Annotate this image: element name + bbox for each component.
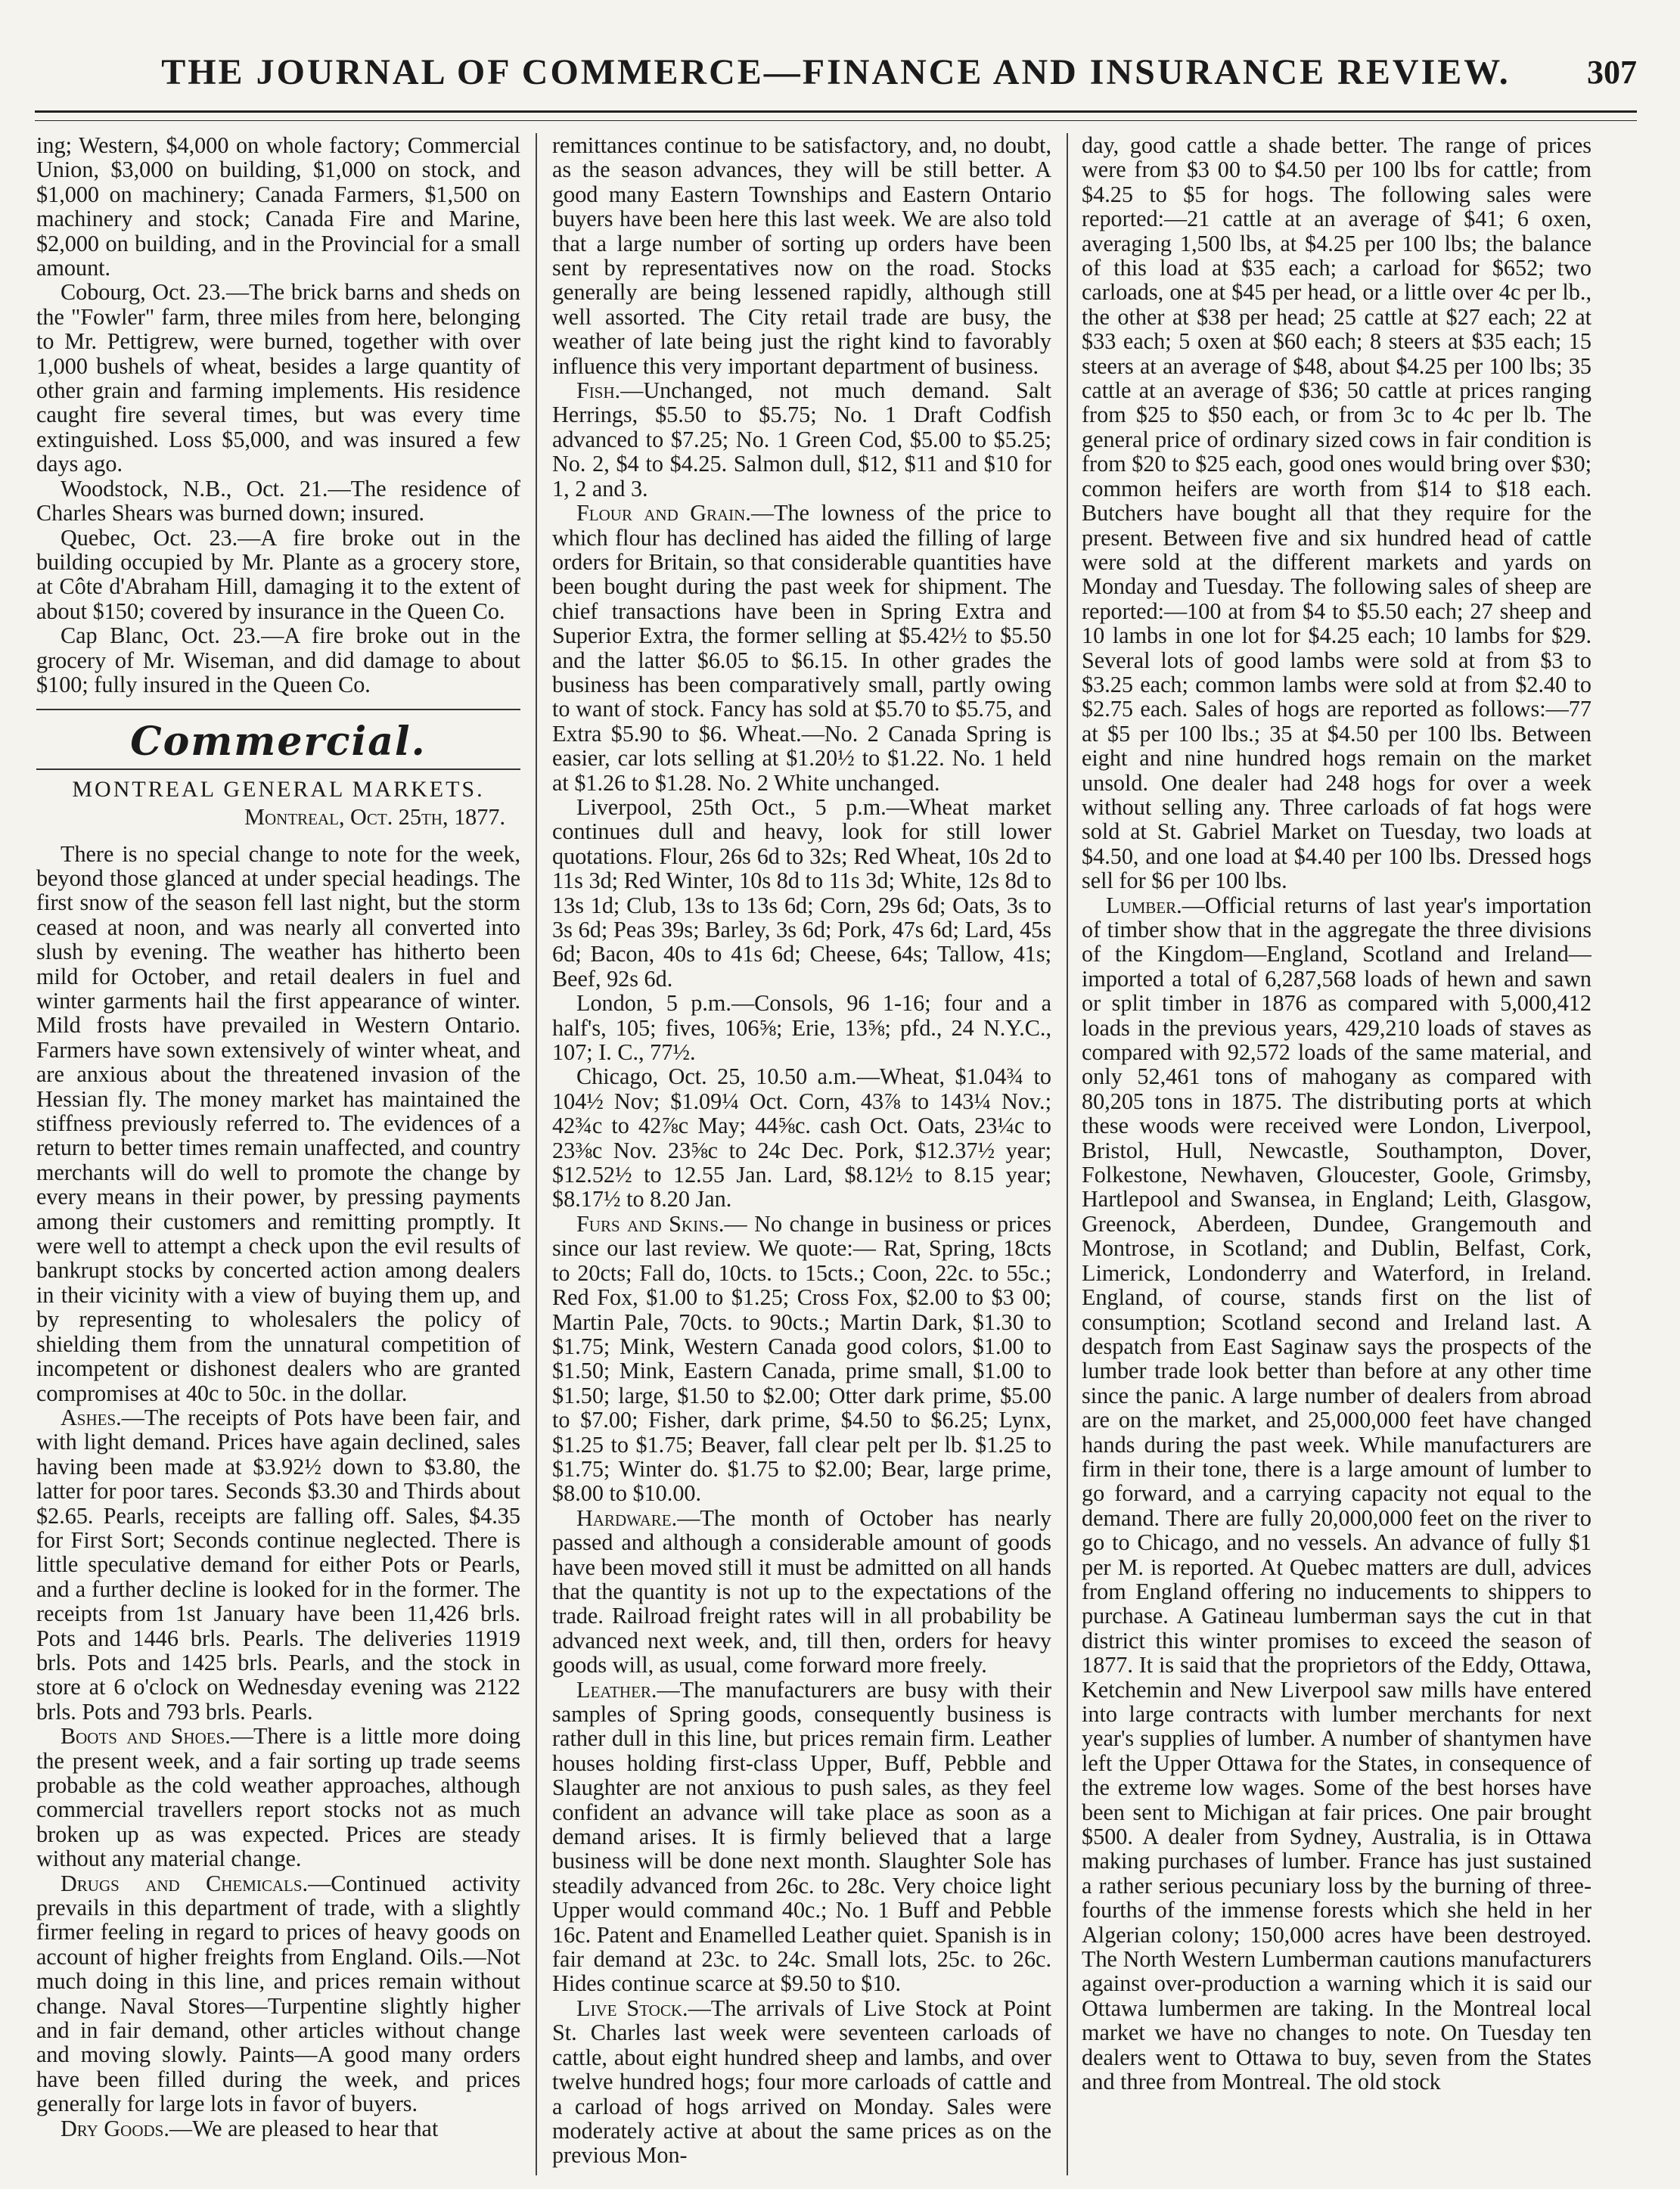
entry-label: Flour and Grain. xyxy=(576,500,751,526)
market-entry-lumber xyxy=(1082,893,1591,2094)
paragraph: London, 5 p.m.—Consols, 96 1-16; four and a half's, 105; fives, 106⅝; Erie, 13⅝; pfd., 24 N.Y.C., 107; I. C., 77½. xyxy=(552,990,1051,1066)
dateline: Montreal, Oct. 25th, 1877. xyxy=(244,804,505,831)
market-entry-hardware xyxy=(552,1506,1051,1678)
column-divider xyxy=(1067,133,1068,2175)
column-divider xyxy=(536,133,537,2175)
market-entry-live-stock xyxy=(552,1996,1051,2168)
entry-text: —The manufacturers are busy with their samples of Spring goods, consequently business is rather dull in this line, but prices remain firm. Leather houses holding first-class Upper, Buff, Pebble and Slaughter are not anxious to push sales, as they feel confident an advance will take place as soon as a demand arises. It is firmly believed that a large business will be done next month. Slaughter Sole has steadily advanced from 26c. to 28c. Very choice light Upper would command 40c.; No. 1 Buff and Pebble 16c. Patent and Enamelled Leather quiet. Spanish is in fair demand at 23c. to 24c. Small lots, 25c. to 26c. Hides continue scarce at $9.50 to $10. xyxy=(552,1676,1051,1997)
entry-text: —Unchanged, not much demand. Salt Herrings, $5.50 to $5.75; No. 1 Draft Codfish advanced to $7.25; No. 1 Green Cod, $5.00 to $5.25; No. 2, $4 to $4.25. Salmon dull, $12, $11 and $10 for 1, 2 and 3. xyxy=(552,377,1051,501)
page-number: 307 xyxy=(1587,54,1637,91)
entry-label: Ashes. xyxy=(61,1404,122,1430)
market-entry-leather xyxy=(552,1678,1051,1996)
entry-text: —Official returns of last year's importation of timber show that in the aggregate the three divisions of the Kingdom—England, Scotland and Ireland—imported a total of 6,287,568 loads of hewn and sawn or split timber in 1876 as compared with 5,000,412 loads in the previous years, 429,210 loads of staves as compared with 92,572 loads of the same material, and only 52,461 tons of mahogany as compared with 80,205 tons in 1875. The distributing ports at which these woods were received were London, Liverpool, Bristol, Hull, Newcastle, Southampton, Dover, Folkestone, Newhaven, Gloucester, Goole, Grimsby, Hartlepool and Swansea, in England; Leith, Glasgow, Greenock, Aberdeen, Dundee, Grangemouth and Montrose, in Scotland; and Dublin, Belfast, Cork, Limerick, Londonderry and Waterford, in Ireland. England, of course, stands first on the list of consumption; Scotland second and Ireland last. A despatch from East Saginaw says the prospects of the lumber trade look better than before at any other time since the panic. A large number of dealers from abroad are on the market, and 25,000,000 feet have changed hands during the past week. While manufacturers are firm in their tone, there is a large amount of lumber to go forward, and a carrying capacity not equal to the demand. There are fully 20,000,000 feet on the river to go to Chicago, and no vessels. An advance of fully $1 per M. is reported. At Quebec matters are dull, advices from England offering no inducements to shippers to purchase. A Gatineau lumberman says the cut in that district this winter promises to exceed the season of 1877. It is said that the proprietors of the Eddy, Ottawa, Ketchemin and New Liverpool saw mills have entered into large contracts with lumber merchants for next year's supplies of lumber. A number of shantymen have left the Upper Ottawa for the States, in consequence of the extreme low wages. Some of the best horses have been sent to Michigan at fair prices. One pair brought $500. A dealer from Sydney, Australia, is in Ottawa making purchases of lumber. France has just sustained a rather serious pecuniary loss by the burning of three-fourths of the immense forests which she held in her Algerian colony; 150,000 acres have been destroyed. The North Western Lumberman cautions manufacturers against over-production a warning which it is said our Ottawa lumbermen are taking. In the Montreal local market we have no changes to note. On Tuesday ten dealers went to Ottawa to buy, seven from the States and three from Montreal. The old stock xyxy=(1082,892,1591,2095)
paragraph: Cobourg, Oct. 23.—The brick barns and sheds on the "Fowler" farm, three miles from here, belonging to Mr. Pettigrew, were burned, together with over 1,000 bushels of wheat, besides a large quantity of other grain and farming implements. His residence caught fire several times, but was every time extinguished. Loss $5,000, and was insured a few days ago. xyxy=(36,279,520,477)
market-entry-ashes xyxy=(36,1405,520,1724)
paragraph: day, good cattle a shade better. The range of prices were from $3 00 to $4.50 per 100 lbs for cattle; from $4.25 to $5 for hogs. The following sales were reported:—21 cattle at an average of $41; 6 oxen, averaging 1,500 lbs, at $4.25 per 100 lbs; the balance of this load at $35 each; a carload for $652; two carloads, one at $45 per head, or a little over 4c per lb., the other at $38 per head; 25 cattle at $27 each; 22 at $33 each; 5 oxen at $60 each; 8 steers at $35 each; 15 steers at an average of $48, about $4.25 per 100 lbs; 35 cattle at an average of $36; 50 cattle at prices ranging from $25 to $50 each, or from 3c to 4c per lb. The general price of ordinary sized cows in fair condition is from $20 to $25 each, good ones would bring over $30; common heifers are worth from $14 to $18 each. Butchers have bought all that they require for the present. Between five and six hundred head of cattle were sold at the different markets and yards on Monday and Tuesday. The following sales of sheep are reported:—100 at from $4 to $5.50 each; 27 sheep and 10 lambs in one lot for $4.25 each; 10 lambs for $29. Several lots of good lambs were sold at from $3 to $3.25 each; common lambs were sold at from $2.40 to $2.75 each. Sales of hogs are reported as follows:—77 at $5 per 100 lbs.; 35 at $4.50 per 100 lbs. Between eight and nine hundred hogs remain on the market unsold. One dealer had 248 hogs for over a week without selling any. Three carloads of fat hogs were sold at St. Gabriel Market on Tuesday, two loads at $4.50, and one load at $4.40 per 100 lbs. Dressed hogs sell for $6 per 100 lbs. xyxy=(1082,133,1591,894)
header-rule xyxy=(35,110,1637,121)
entry-label: Fish. xyxy=(576,377,621,404)
market-entry-dry-goods xyxy=(36,2116,520,2141)
paragraph: Chicago, Oct. 25, 10.50 a.m.—Wheat, $1.04¾ to 104½ Nov; $1.09¼ Oct. Corn, 43⅞ to 143¼ Nov.; 42¾c to 42⅞c May; 44⅝c. cash Oct. Oats, 23¼c to 23⅜c Nov. 23⅝c to 24c Dec. Pork, $12.37½ year; $12.52½ to 12.55 Jan. Lard, $8.12½ to 8.15 year; $8.17½ to 8.20 Jan. xyxy=(552,1063,1051,1212)
entry-label: Hardware. xyxy=(576,1504,678,1531)
paragraph: remittances continue to be satisfactory, and, no doubt, as the season advances, they will be still better. A good many Eastern Townships and Eastern Ontario buyers have been here this last week. We are also told that a large number of sorting up orders have been sent by representatives now on the road. Stocks generally are being lessened rapidly, although still well assorted. The City retail trade are busy, the weather of late being just the right kind to favorably influence this very important department of business. xyxy=(552,133,1051,379)
section-rule xyxy=(36,709,520,710)
entry-label: Boots and Shoes. xyxy=(61,1723,231,1750)
paragraph: Woodstock, N.B., Oct. 21.—The residence of Charles Shears was burned down; insured. xyxy=(36,475,520,526)
paragraph: Cap Blanc, Oct. 23.—A fire broke out in the grocery of Mr. Wiseman, and did damage to about $100; fully insured in the Queen Co. xyxy=(36,623,520,697)
entry-label: Lumber. xyxy=(1106,892,1182,918)
market-entry-drugs xyxy=(36,1871,520,2116)
paragraph: Quebec, Oct. 23.—A fire broke out in the building occupied by Mr. Plante as a grocery store, at Côte d'Abraham Hill, damaging it to the extent of about $150; covered by insurance in the Queen Co. xyxy=(36,524,520,624)
paragraph: ing; Western, $4,000 on whole factory; Commercial Union, $3,000 on building, $1,000 on stock, and $1,000 on machinery; Canada Farmers, $1,500 on machinery and stock; Canada Fire and Marine, $2,000 on building, and in the Provincial for a small amount. xyxy=(36,133,520,281)
entry-text: —The arrivals of Live Stock at Point St. Charles last week were seventeen carloads of cattle, about eight hundred sheep and lambs, and over twelve hundred hogs; four more carloads of cattle and a carload of hogs arrived on Monday. Sales were moderately active at about the same prices as on the previous Mon- xyxy=(552,1995,1051,2169)
entry-label: Drugs and Chemicals. xyxy=(61,1870,309,1896)
entry-label: Furs and Skins. xyxy=(576,1210,725,1237)
markets-title: MONTREAL GENERAL MARKETS. xyxy=(72,776,485,802)
entry-label: Dry Goods. xyxy=(61,2115,169,2141)
market-entry-fish xyxy=(552,378,1051,501)
column-3 xyxy=(1082,133,1591,2175)
paragraph: There is no special change to note for the week, beyond those glanced at under special headings. The first snow of the season fell last night, but the storm ceased at noon, and was nearly all converted into slush by evening. The weather has hitherto been mild for October, and retail dealers in fuel and winter garments hail the first appearance of winter. Mild frosts have prevailed in Western Ontario. Farmers have sown extensively of winter wheat, and are anxious about the threatened invasion of the Hessian fly. The money market has maintained the stiffness previously referred to. The evidences of a return to better times remain unaffected, and country merchants will do well to promote the change by every means in their power, by pressing payments among their customers and remitting promptly. It were well to attempt a check upon the evil results of bankrupt stocks by concerted action among dealers in their vicinity with a view of buying them up, and by representing to wholesalers the policy of shielding them from the unnatural competition of incompetent or dishonest dealers who are granted compromises at 40c to 50c. in the dollar. xyxy=(36,840,520,1406)
entry-label: Leather. xyxy=(576,1676,657,1703)
entry-text: —The lowness of the price to which flour has declined has aided the filling of large orders for Britain, so that considerable quantities have been bought during the past week for shipment. The chief transactions have been in Spring Extra and Superior Extra, the former selling at $5.42½ to $5.50 and the latter $6.05 to $6.15. In other grades the business has been comparatively small, partly owing to want of stock. Fancy has sold at $5.70 to $5.75, and Extra $5.90 to $6. Wheat.—No. 2 Canada Spring is easier, car lots selling at $1.20½ to $1.22. No. 1 held at $1.26 to $1.28. No. 2 White unchanged. xyxy=(552,500,1051,796)
entry-text: —There is a little more doing the present week, and a fair sorting up trade seems probable as the cold weather approaches, although commercial travellers report stocks not as much broken up as was expected. Prices are steady without any material change. xyxy=(36,1723,520,1872)
page-header xyxy=(35,47,1637,110)
entry-text: —The month of October has nearly passed and although a considerable amount of goods have been moved still it must be admitted on all hands that the quantity is not up to the expectations of the trade. Railroad freight rates will in all probability be advanced next week, and, till then, orders for heavy goods will, as usual, come forward more freely. xyxy=(552,1504,1051,1678)
entry-text: —Continued activity prevails in this department of trade, with a slightly firmer feeling in regard to prices of heavy goods on account of higher freights from England. Oils.—Not much doing in this line, and prices remain without change. Naval Stores—Turpentine slightly higher and in fair demand, other articles without change and moving slowly. Paints—A good many orders have been filled during the week, and prices generally for large lots in favor of buyers. xyxy=(36,1870,520,2117)
column-1 xyxy=(36,133,520,2175)
market-entry-flour xyxy=(552,501,1051,795)
market-entry-boots xyxy=(36,1724,520,1871)
entry-text: —We are pleased to hear that xyxy=(169,2115,439,2141)
section-heading: Commercial. xyxy=(130,719,427,765)
entry-label: Live Stock. xyxy=(576,1995,688,2021)
entry-text: —The receipts of Pots have been fair, and with light demand. Prices have again declined, sales having been made at $3.92½ down to $3.80, the latter for poor tares. Seconds $3.30 and Thirds about $2.65. Pearls, receipts are falling off. Sales, $4.35 for First Sort; Seconds continue neglected. There is little speculative demand for either Pots or Pearls, and a further decline is looked for in the former. The receipts from 1st January have been 11,426 brls. Pots and 1446 brls. Pearls. The deliveries 11919 brls. Pots and 1425 brls. Pearls, and the stock in store at 6 o'clock on Wednesday evening was 2122 brls. Pots and 793 brls. Pearls. xyxy=(36,1404,520,1725)
section-rule xyxy=(36,768,520,770)
column-2 xyxy=(552,133,1051,2175)
journal-title: THE JOURNAL OF COMMERCE—FINANCE AND INSURANCE REVIEW. xyxy=(161,52,1511,92)
paragraph: Liverpool, 25th Oct., 5 p.m.—Wheat market continues dull and heavy, look for still lower quotations. Flour, 26s 6d to 32s; Red Wheat, 10s 2d to 11s 3d; Red Winter, 10s 8d to 11s 3d; White, 12s 8d to 13s 1d; Club, 13s to 13s 6d; Corn, 29s 6d; Oats, 3s to 3s 6d; Peas 39s; Barley, 3s 6d; Pork, 47s 6d; Lard, 45s 6d; Bacon, 40s to 41s 6d; Cheese, 64s; Tallow, 41s; Beef, 92s 6d. xyxy=(552,793,1051,992)
market-entry-furs xyxy=(552,1212,1051,1506)
entry-text: — No change in business or prices since our last review. We quote:— Rat, Spring, 18cts to 20cts; Fall do, 10cts. to 15cts.; Coon, 22c. to 55c.; Red Fox, $1.00 to $1.25; Cross Fox, $2.00 to $3 00; Martin Pale, 70cts. to 90cts.; Martin Dark, $1.30 to $1.75; Mink, Western Canada good colors, $1.00 to $1.50; Mink, Eastern Canada, prime small, $1.00 to $1.50; large, $1.50 to $2.00; Otter dark prime, $5.00 to $7.00; Fisher, dark prime, $4.50 to $6.25; Lynx, $1.25 to $1.75; Beaver, fall clear pelt per lb. $1.25 to $1.75; Winter do. $1.75 to $2.00; Bear, large prime, $8.00 to $10.00. xyxy=(552,1210,1051,1507)
